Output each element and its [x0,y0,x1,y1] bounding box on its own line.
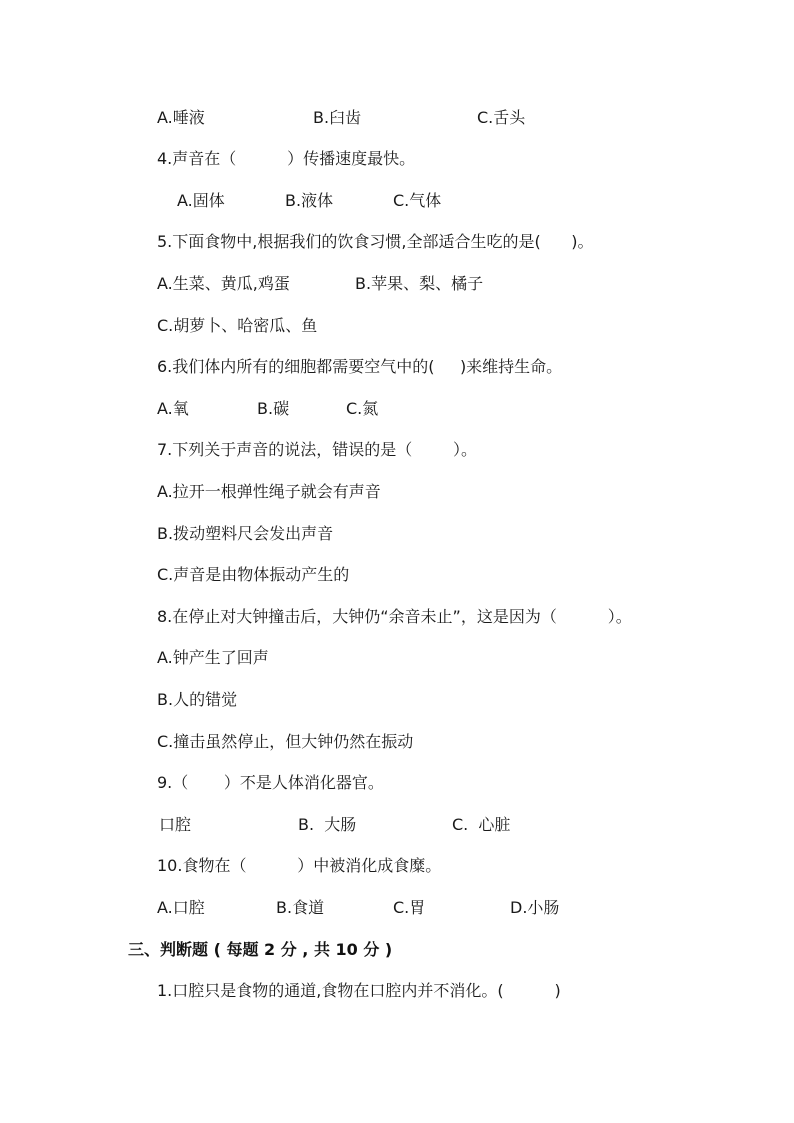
q8-option-a: A.钟产生了回声 [157,648,269,667]
q5-option-a: A.生菜、黄瓜,鸡蛋 [157,274,290,293]
q5-option-b: B.苹果、梨、橘子 [355,274,484,293]
q8-option-b: B.人的错觉 [157,690,238,709]
q3-option-b: B.臼齿 [313,108,362,127]
q9-stem: 9.（ ）不是人体消化器官。 [157,773,384,792]
q7-option-c: C.声音是由物体振动产生的 [157,565,350,584]
q4-stem: 4.声音在（ ）传播速度最快。 [157,149,416,168]
q7-option-b: B.拨动塑料尺会发出声音 [157,524,334,543]
q6-option-c: C.氮 [346,399,379,418]
q4-option-b: B.液体 [285,191,334,210]
q9-option-b: B. 大肠 [298,815,357,834]
q6-stem: 6.我们体内所有的细胞都需要空气中的( )来维持生命。 [157,357,563,376]
q5-stem: 5.下面食物中,根据我们的饮食习惯,全部适合生吃的是( )。 [157,232,594,251]
q7-option-a: A.拉开一根弹性绳子就会有声音 [157,482,381,501]
q10-option-d: D.小肠 [510,898,560,917]
q5-option-c: C.胡萝卜、哈密瓜、鱼 [157,316,318,335]
q9-option-a: 口腔 [159,815,192,834]
q7-stem: 7.下列关于声音的说法，错误的是（ ）。 [157,440,477,459]
q9-option-c: C. 心脏 [452,815,511,834]
q10-option-c: C.胃 [393,898,426,917]
q10-option-a: A.口腔 [157,898,205,917]
section-3-title: 三、判断题 ( 每题 2 分 , 共 10 分 ) [128,940,393,959]
q4-option-c: C.气体 [393,191,442,210]
q6-option-b: B.碳 [257,399,290,418]
q8-option-c: C.撞击虽然停止，但大钟仍然在振动 [157,732,414,751]
q6-option-a: A.氧 [157,399,189,418]
q3-option-a: A.唾液 [157,108,205,127]
q4-option-a: A.固体 [177,191,225,210]
section-3-q1: 1.口腔只是食物的通道,食物在口腔内并不消化。( ) [157,981,561,1000]
q10-option-b: B.食道 [276,898,325,917]
q3-option-c: C.舌头 [477,108,526,127]
q10-stem: 10.食物在（ ）中被消化成食糜。 [157,856,442,875]
q8-stem: 8.在停止对大钟撞击后，大钟仍“余音未止”，这是因为（ ）。 [157,607,632,626]
